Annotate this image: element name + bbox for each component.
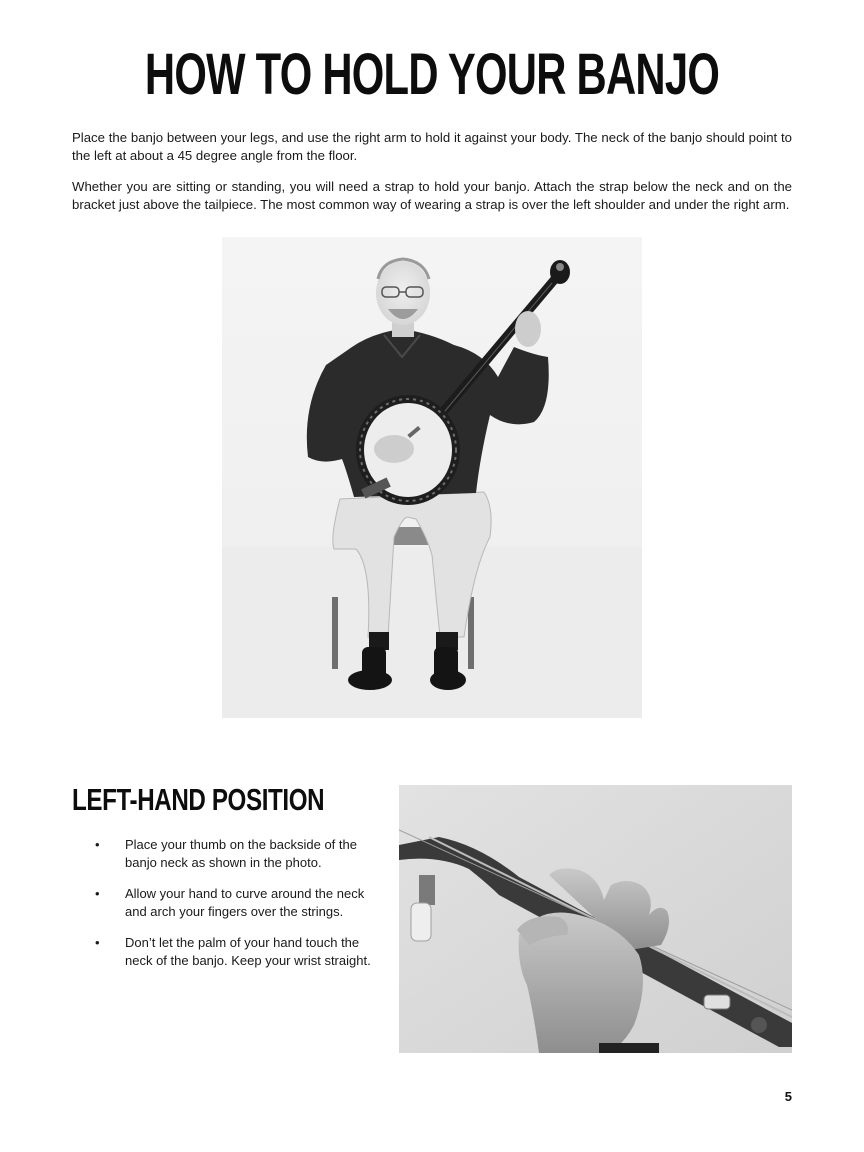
page-number: 5 xyxy=(784,1089,792,1104)
left-hand-bullet-list xyxy=(92,836,382,983)
bullet-icon: • xyxy=(95,837,100,852)
bullet-icon: • xyxy=(95,935,100,950)
intro-paragraph-2: Whether you are sitting or standing, you will need a strap to hold your banjo. Attach the strap below the neck and on the bracket just above the tailpiece. The most common way of wearing a strap is over the left shoulder and under the right arm. xyxy=(72,179,792,212)
left-hand-position-heading: LEFT-HAND POSITION xyxy=(72,782,325,817)
bullet-text: Allow your hand to curve around the neck and arch your fingers over the strings. xyxy=(125,886,365,919)
bullet-text: Don’t let the palm of your hand touch the neck of the banjo. Keep your wrist straight. xyxy=(125,935,371,968)
intro-paragraph-1: Place the banjo between your legs, and use the right arm to hold it against your body. The neck of the banjo should point to the left at about a 45 degree angle from the floor. xyxy=(72,130,792,163)
list-item xyxy=(92,885,382,921)
list-item xyxy=(92,934,382,970)
intro-text xyxy=(72,129,792,227)
page-title: HOW TO HOLD YOUR BANJO xyxy=(144,42,720,107)
list-item xyxy=(92,836,382,872)
bullet-text: Place your thumb on the backside of the banjo neck as shown in the photo. xyxy=(125,837,357,870)
left-hand-on-banjo-neck-photo xyxy=(399,785,792,1053)
seated-banjo-player-photo xyxy=(222,237,642,718)
bullet-icon: • xyxy=(95,886,100,901)
